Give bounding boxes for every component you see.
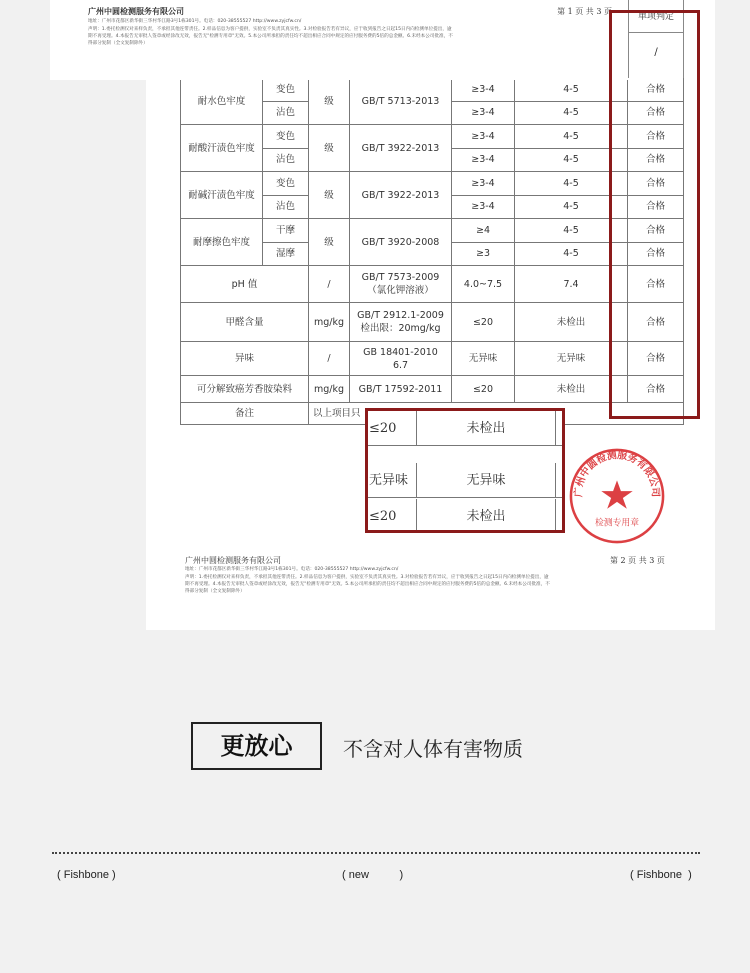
- tagline-badge: 更放心: [191, 722, 322, 770]
- requirement: ≥3-4: [452, 148, 515, 172]
- sub-item: 湿摩: [263, 242, 309, 266]
- test-method: GB/T 3922-2013: [350, 172, 452, 219]
- sub-item: 变色: [263, 125, 309, 149]
- item-name: 异味: [181, 342, 309, 376]
- result: 4-5: [515, 148, 628, 172]
- zoom-row: [368, 463, 565, 498]
- zoom-row: [368, 411, 565, 446]
- requirement: ≤20: [452, 303, 515, 342]
- item-name: pH 值: [181, 266, 309, 303]
- verdict: 合格: [628, 148, 684, 172]
- sub-item: 沾色: [263, 148, 309, 172]
- test-method: GB/T 17592-2011: [350, 376, 452, 403]
- footer-page-number: 第 2 页 共 3 页: [610, 556, 665, 565]
- requirement: ≥4: [452, 219, 515, 243]
- zoom-row: [368, 499, 565, 533]
- item-name: 耐水色牢度: [181, 78, 263, 125]
- requirement: ≥3-4: [452, 78, 515, 102]
- item-name: 耐酸汗渍色牢度: [181, 125, 263, 172]
- test-method: [350, 342, 452, 376]
- verdict: 合格: [628, 303, 684, 342]
- zoom-requirement: ≤20: [369, 509, 397, 524]
- zoom-requirement: 无异味: [369, 473, 409, 488]
- verdict-highlight-box: [609, 10, 700, 419]
- verdict: 合格: [628, 78, 684, 102]
- prev-statement-3: 得部分复制（全文复制除外）: [88, 41, 148, 46]
- seal-arc-text: 广州中圆检测服务有限公司: [573, 450, 661, 498]
- verdict: 合格: [628, 342, 684, 376]
- footer-brand-left: ( Fishbone ): [57, 869, 116, 881]
- item-name: 可分解致癌芳香胺染料: [181, 376, 309, 403]
- unit: /: [309, 342, 350, 376]
- result: 4-5: [515, 101, 628, 125]
- footer-statement: 声明：1.委托检测仅对来样负责，不承担其他连带责任。2.样品信息为客户提供，实验室不负责其真实性。3.对检验报告若有异议，应于收到报告之日起15日内向检测单位提出，逾: [185, 575, 549, 580]
- unit: /: [309, 266, 350, 303]
- method-line: GB/T 7573-2009: [361, 272, 440, 283]
- prev-page-number: 第 1 页 共 3 页: [557, 7, 612, 16]
- item-name: 耐碱汗渍色牢度: [181, 172, 263, 219]
- seal-bottom-text: 检测专用章: [594, 518, 640, 529]
- sub-item: 变色: [263, 172, 309, 196]
- verdict: 合格: [628, 219, 684, 243]
- unit: 级: [309, 125, 350, 172]
- result: 7.4: [515, 266, 628, 303]
- test-method: [350, 266, 452, 303]
- footer-address: 地址：广州市花都区新华街三华村华江路3号1栋301号。电话：020-38555527 http://www.zyjcfw.cn/: [185, 567, 399, 572]
- zoom-result: 未检出: [416, 411, 556, 445]
- test-method: GB/T 3922-2013: [350, 125, 452, 172]
- zoom-result: 无异味: [416, 463, 556, 497]
- verdict: 合格: [628, 101, 684, 125]
- unit: 级: [309, 78, 350, 125]
- result: 4-5: [515, 78, 628, 102]
- zoom-requirement: ≤20: [369, 421, 397, 436]
- verdict: 合格: [628, 266, 684, 303]
- note-label: 备注: [181, 403, 309, 425]
- result: 未检出: [515, 303, 628, 342]
- zoom-result: 未检出: [416, 499, 556, 533]
- tagline-text: 不含对人体有害物质: [343, 737, 523, 761]
- requirement: ≥3-4: [452, 195, 515, 219]
- prev-address: 地址：广州市花都区新华街三华村华江路3号1栋301号。电话：020-38555527 http://www.zyjcfw.cn/: [88, 19, 302, 24]
- requirement: ≥3-4: [452, 172, 515, 196]
- dotted-divider: [52, 852, 700, 854]
- method-line-2: （氯化钾溶液）: [367, 285, 434, 296]
- result: 4-5: [515, 242, 628, 266]
- verdict-header: 单项判定: [637, 12, 674, 22]
- method-line: GB 18401-2010: [363, 346, 438, 358]
- requirement: ≤20: [452, 376, 515, 403]
- method-line-2: 6.7: [392, 359, 409, 371]
- seal-star-icon: [601, 480, 632, 508]
- result: 4-5: [515, 172, 628, 196]
- result: 4-5: [515, 219, 628, 243]
- result: 未检出: [515, 376, 628, 403]
- footer-statement-3: 得部分复制（全文复制除外）: [185, 589, 245, 594]
- footer-statement-2: 期不再受理。4.本报告无审批人签章或经涂改无效，报告无"检测专用章"无效。5.本公司所承担的责任均不超出相应合同中规定的应付服务费的5倍的总金额。6.未经本公司批准，不: [185, 582, 550, 587]
- official-seal: [568, 447, 666, 545]
- prev-statement-2: 期不再受理。4.本报告无审批人签章或经涂改无效，报告无"检测专用章"无效。5.本公司所承担的责任均不超出相应合同中规定的应付服务费的5倍的总金额。6.未经本公司批准，不: [88, 34, 453, 39]
- sub-item: 沾色: [263, 195, 309, 219]
- method-line-2: 检出限：20mg/kg: [360, 323, 441, 334]
- unit: 级: [309, 219, 350, 266]
- result: 无异味: [515, 342, 628, 376]
- footer-new: ( new ): [342, 869, 404, 881]
- sub-item: 干摩: [263, 219, 309, 243]
- method-line: GB/T 2912.1-2009: [357, 310, 444, 321]
- requirement: ≥3-4: [452, 125, 515, 149]
- requirement: ≥3: [452, 242, 515, 266]
- verdict-slash: /: [654, 47, 658, 58]
- requirement: 无异味: [452, 342, 515, 376]
- item-name: 甲醛含量: [181, 303, 309, 342]
- prev-statement: 声明：1.委托检测仅对来样负责，不承担其他连带责任。2.样品信息为客户提供，实验室不负责其真实性。3.对检验报告若有异议，应于收到报告之日起15日内向检测单位提出，逾: [88, 27, 452, 32]
- footer-brand-right: ( Fishbone ): [630, 869, 692, 881]
- verdict: 合格: [628, 195, 684, 219]
- unit: mg/kg: [309, 303, 350, 342]
- test-method: GB/T 3920-2008: [350, 219, 452, 266]
- test-method: GB/T 5713-2013: [350, 78, 452, 125]
- zoomed-results-callout: [365, 408, 565, 533]
- verdict: 合格: [628, 242, 684, 266]
- unit: mg/kg: [309, 376, 350, 403]
- previous-page-footer: [50, 0, 628, 80]
- verdict: 合格: [628, 376, 684, 403]
- test-method: [350, 303, 452, 342]
- footer-company-name: 广州中圆检测服务有限公司: [185, 556, 281, 565]
- result: 4-5: [515, 125, 628, 149]
- sub-item: 沾色: [263, 101, 309, 125]
- verdict: 合格: [628, 172, 684, 196]
- note-text: 以上项目只: [309, 403, 684, 425]
- verdict: 合格: [628, 125, 684, 149]
- result: 4-5: [515, 195, 628, 219]
- requirement: 4.0~7.5: [452, 266, 515, 303]
- item-name: 耐摩擦色牢度: [181, 219, 263, 266]
- requirement: ≥3-4: [452, 101, 515, 125]
- sub-item: 变色: [263, 78, 309, 102]
- unit: 级: [309, 172, 350, 219]
- prev-company-name: 广州中圆检测服务有限公司: [88, 7, 184, 16]
